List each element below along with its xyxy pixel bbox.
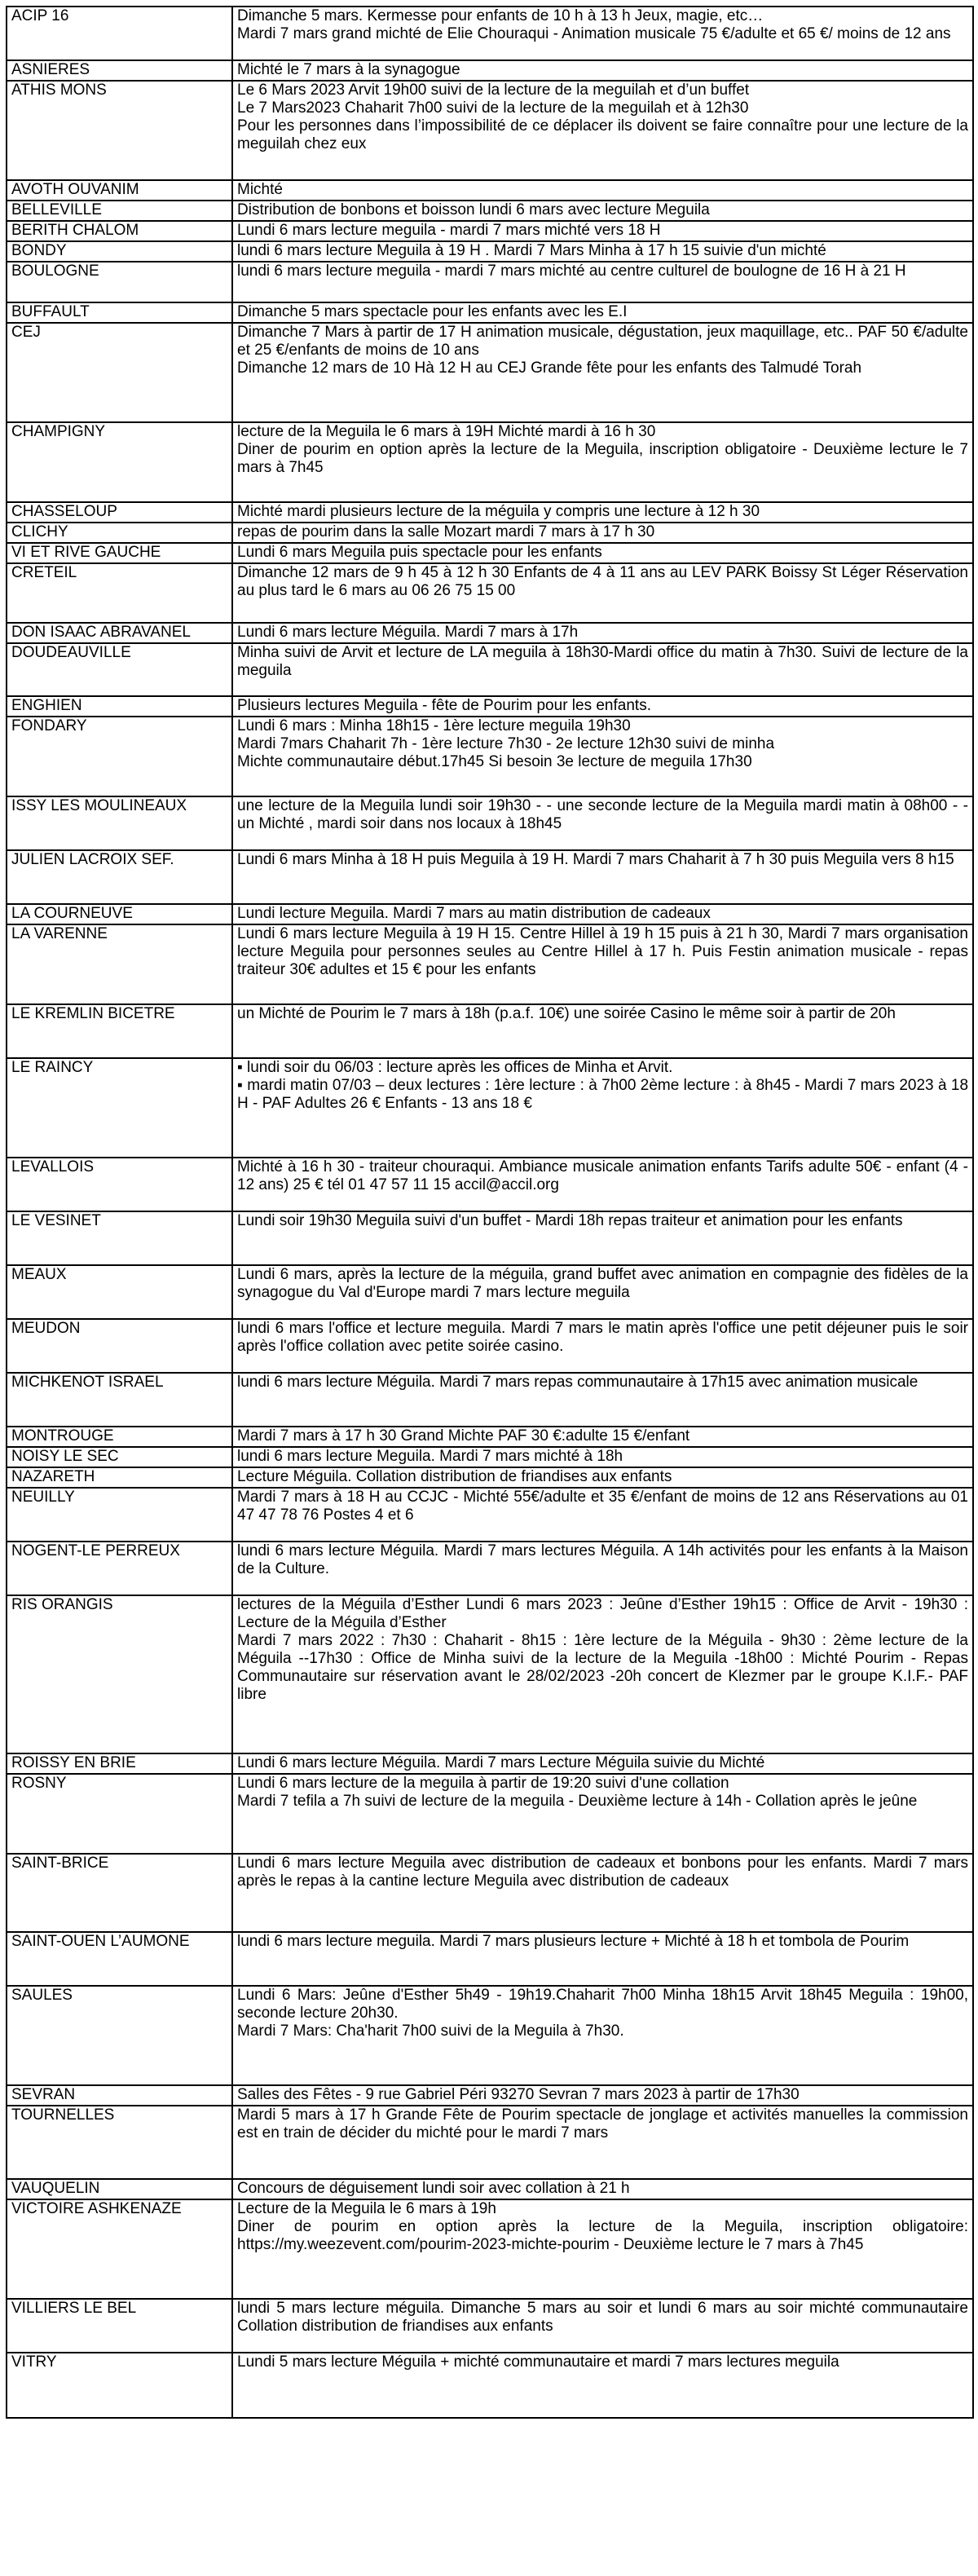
event-line: lundi 6 mars lecture Meguila. Mardi 7 mars michté à 18h <box>237 1448 623 1465</box>
event-details-cell <box>232 1447 973 1467</box>
event-line: Diner de pourim en option après la lecture de la Meguila, inscription obligatoire - Deuxième lecture le 7 mars à 7h45 <box>237 441 968 476</box>
table-row <box>7 1542 973 1595</box>
event-line: Mardi 7 mars grand michté de Elie Chouraqui - Animation musicale 75 €/adulte et 65 €/ moins de 12 ans <box>237 25 951 42</box>
event-line: Michté mardi plusieurs lecture de la méguila y compris une lecture à 12 h 30 <box>237 503 760 520</box>
event-line: Lundi 6 mars, après la lecture de la méguila, grand buffet avec animation en compagnie des fidèles de la synagogue du Val d'Europe mardi 7 mars lecture meguila <box>237 1266 968 1301</box>
table-row <box>7 1595 973 1753</box>
table-row <box>7 262 973 302</box>
event-line: Dimanche 5 mars spectacle pour les enfants avec les E.I <box>237 303 628 320</box>
community-name-cell: AVOTH OUVANIM <box>7 180 232 201</box>
event-line: Le 7 Mars2023 Chaharit 7h00 suivi de la lecture de la meguilah et à 12h30 <box>237 99 749 117</box>
event-line: Le 6 Mars 2023 Arvit 19h00 suivi de la lecture de la meguilah et d’un buffet <box>237 82 750 99</box>
community-name-cell: MEUDON <box>7 1319 232 1373</box>
event-details-cell <box>232 1058 973 1158</box>
event-details-cell <box>232 1158 973 1211</box>
table-row <box>7 2179 973 2199</box>
community-name-cell: ROISSY EN BRIE <box>7 1753 232 1774</box>
event-details-cell <box>232 717 973 796</box>
table-row <box>7 850 973 904</box>
event-line: lundi 6 mars lecture meguila - mardi 7 mars michté au centre culturel de boulogne de 16 H à 21 H <box>237 262 906 280</box>
table-row <box>7 1854 973 1932</box>
community-name-cell: FONDARY <box>7 717 232 796</box>
community-name-cell: DOUDEAUVILLE <box>7 643 232 696</box>
event-line: Mardi 5 mars à 17 h Grande Fête de Pourim spectacle de jonglage et activités manuelles la commission est en train de décider du michté pour le mardi 7 mars <box>237 2106 968 2142</box>
table-row <box>7 796 973 850</box>
event-line: lundi 6 mars lecture meguila. Mardi 7 mars plusieurs lecture + Michté à 18 h et tombola de Pourim <box>237 1933 910 1950</box>
table-row <box>7 1158 973 1211</box>
event-line: Lundi 5 mars lecture Méguila + michté communautaire et mardi 7 mars lectures meguila <box>237 2353 839 2371</box>
event-line: Diner de pourim en option après la lecture de la Meguila, inscription obligatoire: https://my.weezevent.com/pourim-2023-michte-pourim - Deuxième lecture le 7 mars à 7h45 <box>237 2218 968 2253</box>
event-details-cell <box>232 81 973 180</box>
event-details-cell <box>232 1265 973 1319</box>
community-name-cell: RIS ORANGIS <box>7 1595 232 1753</box>
community-name-cell: SAINT-BRICE <box>7 1854 232 1932</box>
event-details-cell <box>232 2179 973 2199</box>
table-row <box>7 523 973 543</box>
event-bullet-line: ▪ mardi matin 07/03 – deux lectures : 1ère lecture : à 7h00 2ème lecture : à 8h45 - Mardi 7 mars 2023 à 18 H - PAF Adultes 26 € Enfants - 13 ans 18 € <box>237 1077 968 1113</box>
community-name-cell: NEUILLY <box>7 1488 232 1542</box>
event-line: Pour les personnes dans l’impossibilité de ce déplacer ils doivent se faire connaître pour une lecture de la meguilah chez eux <box>237 117 968 152</box>
event-details-cell <box>232 796 973 850</box>
table-row <box>7 623 973 643</box>
table-row <box>7 2085 973 2106</box>
event-details-cell <box>232 850 973 904</box>
table-row <box>7 1447 973 1467</box>
event-line: repas de pourim dans la salle Mozart mardi 7 mars à 17 h 30 <box>237 523 655 540</box>
event-line: lundi 5 mars lecture méguila. Dimanche 5 mars au soir et lundi 6 mars au soir michté communautaire Collation distribution de friandises aux enfants <box>237 2300 968 2335</box>
event-line: Lundi 6 Mars: Jeûne d'Esther 5h49 - 19h19.Chaharit 7h00 Minha 18h15 Arvit 18h45 Meguila : 19h00, seconde lecture 20h30. <box>237 1987 968 2022</box>
event-line: Mardi 7mars Chaharit 7h - 1ère lecture 7h30 - 2e lecture 12h30 suivi de minha <box>237 735 775 752</box>
event-line: Dimanche 12 mars de 10 Hà 12 H au CEJ Grande fête pour les enfants des Talmudé Torah <box>237 359 862 377</box>
community-name-cell: ATHIS MONS <box>7 81 232 180</box>
table-row <box>7 1774 973 1854</box>
event-details-cell <box>232 1595 973 1753</box>
event-details-cell <box>232 241 973 262</box>
table-row <box>7 717 973 796</box>
event-line: Michté <box>237 181 283 198</box>
table-row <box>7 1373 973 1427</box>
event-line: Mardi 7 Mars: Cha'harit 7h00 suivi de la Meguila à 7h30. <box>237 2022 624 2040</box>
community-name-cell: MEAUX <box>7 1265 232 1319</box>
event-line: Dimanche 7 Mars à partir de 17 H animation musicale, dégustation, jeux maquillage, etc.. PAF 50 €/adulte et 25 €/enfants de moins de 10 ans <box>237 324 968 359</box>
community-name-cell: CLICHY <box>7 523 232 543</box>
event-details-cell <box>232 1319 973 1373</box>
community-name-cell: LE RAINCY <box>7 1058 232 1158</box>
event-line: Lundi soir 19h30 Meguila suivi d'un buffet - Mardi 18h repas traiteur et animation pour les enfants <box>237 1212 903 1229</box>
table-row <box>7 1932 973 1986</box>
community-name-cell: VAUQUELIN <box>7 2179 232 2199</box>
event-line: Lundi 6 mars lecture Méguila. Mardi 7 mars à 17h <box>237 624 579 641</box>
community-name-cell: LA VARENNE <box>7 924 232 1004</box>
event-details-cell <box>232 1986 973 2085</box>
table-row <box>7 241 973 262</box>
event-details-cell <box>232 523 973 543</box>
table-row <box>7 1265 973 1319</box>
table-row <box>7 1319 973 1373</box>
event-line: Dimanche 5 mars. Kermesse pour enfants de 10 h à 13 h Jeux, magie, etc… <box>237 7 764 24</box>
event-line: Lecture Méguila. Collation distribution de friandises aux enfants <box>237 1468 672 1485</box>
event-line: Lundi 6 mars lecture Meguila à 19 H 15. Centre Hillel à 19 h 15 puis à 21 h 30, Mardi 7 mars organisation lecture Meguila pour personnes seules au Centre Hillel à 17 h. Puis Festin animation musicale - repas traiteur 30€ adultes et 15 € pour les enfants <box>237 925 968 978</box>
community-name-cell: NOISY LE SEC <box>7 1447 232 1467</box>
community-name-cell: CHASSELOUP <box>7 502 232 523</box>
event-details-cell <box>232 1004 973 1058</box>
events-table-body <box>7 7 973 2418</box>
community-name-cell: SEVRAN <box>7 2085 232 2106</box>
table-row <box>7 696 973 717</box>
community-name-cell: BERITH CHALOM <box>7 221 232 241</box>
event-details-cell <box>232 7 973 60</box>
table-row <box>7 1488 973 1542</box>
community-name-cell: SAINT-OUEN L’AUMONE <box>7 1932 232 1986</box>
table-row <box>7 60 973 81</box>
event-details-cell <box>232 2199 973 2299</box>
table-row <box>7 221 973 241</box>
community-name-cell: NOGENT-LE PERREUX <box>7 1542 232 1595</box>
community-name-cell: CRETEIL <box>7 563 232 623</box>
event-details-cell <box>232 924 973 1004</box>
community-name-cell: BELLEVILLE <box>7 201 232 221</box>
event-line: Lundi 6 mars lecture Meguila avec distribution de cadeaux et bonbons pour les enfants. Mardi 7 mars après le repas à la cantine lecture Meguila avec distribution de cadeaux <box>237 1855 968 1890</box>
event-line: Lundi 6 mars lecture meguila - mardi 7 mars michté vers 18 H <box>237 222 661 239</box>
event-line: Plusieurs lectures Meguila - fête de Pourim pour les enfants. <box>237 697 651 714</box>
event-details-cell <box>232 221 973 241</box>
table-row <box>7 2199 973 2299</box>
community-name-cell: MONTROUGE <box>7 1427 232 1447</box>
community-name-cell: ENGHIEN <box>7 696 232 717</box>
event-line: Michté à 16 h 30 - traiteur chouraqui. Ambiance musicale animation enfants Tarifs adulte 50€ - enfant (4 - 12 ans) 25 € tél 01 47 57 11 15 accil@accil.org <box>237 1158 968 1193</box>
event-line: un Michté de Pourim le 7 mars à 18h (p.a.f. 10€) une soirée Casino le même soir à partir de 20h <box>237 1005 896 1022</box>
community-name-cell: BONDY <box>7 241 232 262</box>
event-details-cell <box>232 2353 973 2418</box>
community-name-cell: LE KREMLIN BICETRE <box>7 1004 232 1058</box>
event-line: lecture de la Meguila le 6 mars à 19H Michté mardi à 16 h 30 <box>237 423 656 440</box>
community-name-cell: VITRY <box>7 2353 232 2418</box>
event-details-cell <box>232 1427 973 1447</box>
community-name-cell: SAULES <box>7 1986 232 2085</box>
community-name-cell: ROSNY <box>7 1774 232 1854</box>
table-row <box>7 543 973 563</box>
event-details-cell <box>232 2299 973 2353</box>
community-name-cell: TOURNELLES <box>7 2106 232 2179</box>
event-line: Michte communautaire début.17h45 Si besoin 3e lecture de meguila 17h30 <box>237 753 752 770</box>
event-details-cell <box>232 502 973 523</box>
table-row <box>7 2106 973 2179</box>
event-details-cell <box>232 1488 973 1542</box>
event-line: Lundi 6 mars lecture Méguila. Mardi 7 mars Lecture Méguila suivie du Michté <box>237 1754 765 1771</box>
event-details-cell <box>232 302 973 323</box>
event-details-cell <box>232 643 973 696</box>
event-details-cell <box>232 904 973 924</box>
event-line: Distribution de bonbons et boisson lundi 6 mars avec lecture Meguila <box>237 201 710 218</box>
table-row <box>7 1058 973 1158</box>
event-line: Dimanche 12 mars de 9 h 45 à 12 h 30 Enfants de 4 à 11 ans au LEV PARK Boissy St Léger Réservation au plus tard le 6 mars au 06 26 75 15 00 <box>237 564 968 599</box>
event-line: Lundi 6 mars lecture de la meguila à partir de 19:20 suivi d'une collation <box>237 1775 729 1792</box>
community-name-cell: CHAMPIGNY <box>7 422 232 502</box>
community-name-cell: ASNIERES <box>7 60 232 81</box>
community-name-cell: VICTOIRE ASHKENAZE <box>7 2199 232 2299</box>
event-details-cell <box>232 180 973 201</box>
event-details-cell <box>232 1774 973 1854</box>
event-details-cell <box>232 1467 973 1488</box>
event-line: lundi 6 mars l'office et lecture meguila. Mardi 7 mars le matin après l'office une petit déjeuner puis le soir après l'office collation avec petite soirée casino. <box>237 1320 968 1355</box>
community-name-cell: LE VESINET <box>7 1211 232 1265</box>
table-row <box>7 563 973 623</box>
event-details-cell <box>232 563 973 623</box>
event-details-cell <box>232 696 973 717</box>
event-details-cell <box>232 1854 973 1932</box>
event-details-cell <box>232 2085 973 2106</box>
event-line: Concours de déguisement lundi soir avec collation à 21 h <box>237 2180 630 2197</box>
table-row <box>7 643 973 696</box>
community-name-cell: NAZARETH <box>7 1467 232 1488</box>
event-details-cell <box>232 1932 973 1986</box>
event-line: lundi 6 mars lecture Meguila à 19 H . Mardi 7 Mars Minha à 17 h 15 suivie d'un michté <box>237 242 826 259</box>
event-details-cell <box>232 2106 973 2179</box>
event-line: lundi 6 mars lecture Méguila. Mardi 7 mars repas communautaire à 17h15 avec animation musicale <box>237 1374 919 1391</box>
community-name-cell: DON ISAAC ABRAVANEL <box>7 623 232 643</box>
event-details-cell <box>232 1542 973 1595</box>
event-details-cell <box>232 1211 973 1265</box>
table-row <box>7 502 973 523</box>
event-details-cell <box>232 623 973 643</box>
event-line: Michté le 7 mars à la synagogue <box>237 61 460 78</box>
table-row <box>7 1427 973 1447</box>
community-name-cell: MICHKENOT ISRAEL <box>7 1373 232 1427</box>
event-details-cell <box>232 323 973 422</box>
event-line: une lecture de la Meguila lundi soir 19h30 - - une seconde lecture de la Meguila mardi matin à 08h00 - - un Michté , mardi soir dans nos locaux à 18h45 <box>237 797 968 832</box>
community-name-cell: CEJ <box>7 323 232 422</box>
community-name-cell: LEVALLOIS <box>7 1158 232 1211</box>
table-row <box>7 1004 973 1058</box>
table-row <box>7 323 973 422</box>
table-row <box>7 422 973 502</box>
table-row <box>7 81 973 180</box>
event-line: Mardi 7 mars 2022 : 7h30 : Chaharit - 8h15 : 1ère lecture de la Méguila - 9h30 : 2ème lecture de la Méguila --17h30 : Office de Minha suivi de la lecture de la Meguila -18h00 : Michté Pourim - Repas Communautaire sur réservation avant le 28/02/2023 -20h concert de Klezmer par le groupe K.I.F.- PAF libre <box>237 1632 968 1703</box>
table-row <box>7 904 973 924</box>
community-name-cell: LA COURNEUVE <box>7 904 232 924</box>
table-row <box>7 1753 973 1774</box>
community-name-cell: ACIP 16 <box>7 7 232 60</box>
event-line: Lundi 6 mars Minha à 18 H puis Meguila à 19 H. Mardi 7 mars Chaharit à 7 h 30 puis Meguila vers 8 h15 <box>237 851 954 868</box>
community-name-cell: VILLIERS LE BEL <box>7 2299 232 2353</box>
event-details-cell <box>232 201 973 221</box>
event-line: Mardi 7 tefila a 7h suivi de lecture de la meguila - Deuxième lecture à 14h - Collation après le jeûne <box>237 1793 918 1810</box>
event-line: Mardi 7 mars à 18 H au CCJC - Michté 55€/adulte et 35 €/enfant de moins de 12 ans Réservations au 01 47 47 78 76 Postes 4 et 6 <box>237 1489 968 1524</box>
event-line: Lundi lecture Meguila. Mardi 7 mars au matin distribution de cadeaux <box>237 905 711 922</box>
community-name-cell: JULIEN LACROIX SEF. <box>7 850 232 904</box>
community-name-cell: ISSY LES MOULINEAUX <box>7 796 232 850</box>
community-name-cell: VI ET RIVE GAUCHE <box>7 543 232 563</box>
event-details-cell <box>232 60 973 81</box>
community-name-cell: BUFFAULT <box>7 302 232 323</box>
event-line: Lecture de la Meguila le 6 mars à 19h <box>237 2200 496 2217</box>
event-details-cell <box>232 262 973 302</box>
event-line: Mardi 7 mars à 17 h 30 Grand Michte PAF 30 €:adulte 15 €/enfant <box>237 1427 690 1445</box>
event-line: Salles des Fêtes - 9 rue Gabriel Péri 93270 Sevran 7 mars 2023 à partir de 17h30 <box>237 2086 800 2103</box>
table-row <box>7 2299 973 2353</box>
table-row <box>7 1211 973 1265</box>
event-line: lectures de la Méguila d’Esther Lundi 6 mars 2023 : Jeûne d’Esther 19h15 : Office de Arvit - 19h30 : Lecture de la Méguila d’Esther <box>237 1596 968 1631</box>
event-details-cell <box>232 1373 973 1427</box>
table-row <box>7 924 973 1004</box>
community-name-cell: BOULOGNE <box>7 262 232 302</box>
table-row <box>7 7 973 60</box>
table-row <box>7 1467 973 1488</box>
event-line: Lundi 6 mars : Minha 18h15 - 1ère lecture meguila 19h30 <box>237 717 631 734</box>
event-line: Lundi 6 mars Meguila puis spectacle pour les enfants <box>237 544 602 561</box>
table-row <box>7 302 973 323</box>
event-line: Minha suivi de Arvit et lecture de LA meguila à 18h30-Mardi office du matin à 7h30. Suivi de lecture de la meguila <box>237 644 968 679</box>
event-details-cell <box>232 422 973 502</box>
table-row <box>7 180 973 201</box>
table-row <box>7 201 973 221</box>
events-table <box>6 6 974 2419</box>
table-row <box>7 1986 973 2085</box>
event-line: lundi 6 mars lecture Méguila. Mardi 7 mars lectures Méguila. A 14h activités pour les enfants à la Maison de la Culture. <box>237 1542 968 1577</box>
table-row <box>7 2353 973 2418</box>
event-details-cell <box>232 1753 973 1774</box>
event-bullet-line: ▪ lundi soir du 06/03 : lecture après les offices de Minha et Arvit. <box>237 1059 968 1077</box>
event-details-cell <box>232 543 973 563</box>
